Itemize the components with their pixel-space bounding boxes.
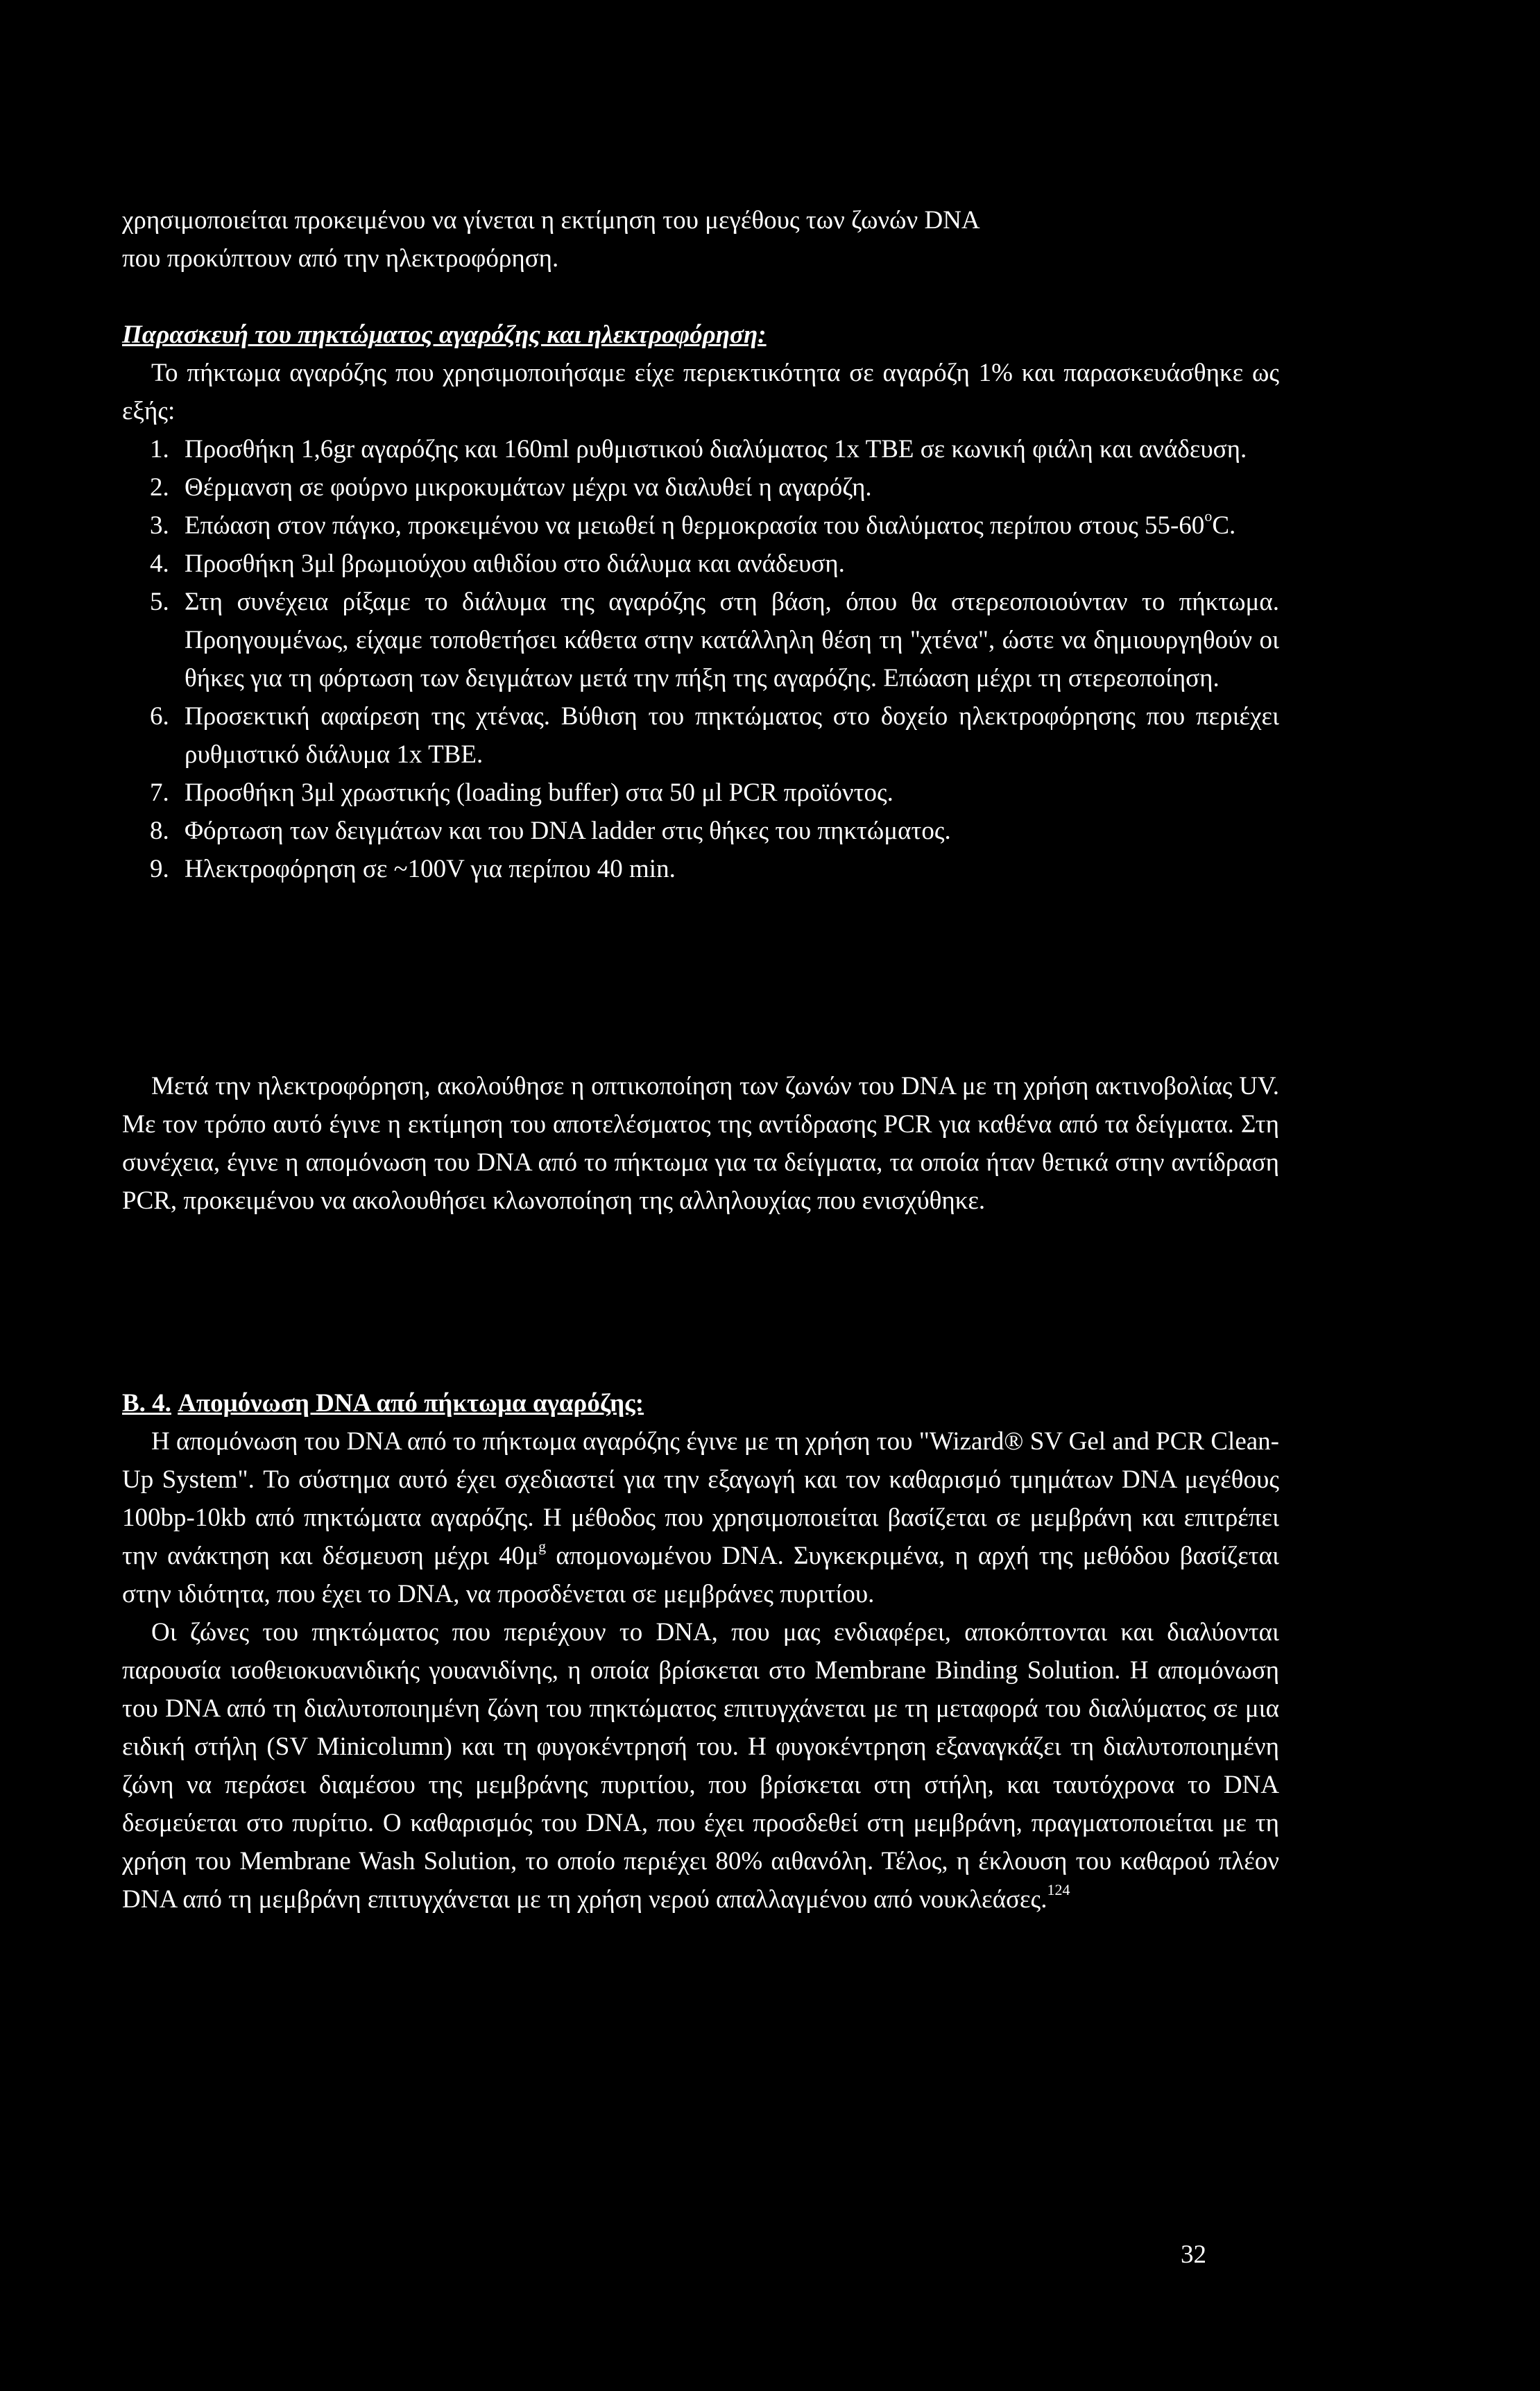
step-number: 7. <box>150 778 169 807</box>
step-text: Ηλεκτροφόρηση σε ~100V για περίπου 40 min. <box>185 855 676 883</box>
gel-prep-intro: Το πήκτωμα αγαρόζης που χρησιμοποιήσαμε είχε περιεκτικότητα σε αγαρόζη 1% και παρασκευάσθηκε ως εξής: <box>122 359 1279 425</box>
step-text-end: C. <box>1212 511 1236 540</box>
section-b4-title: Απομόνωση DNA από πήκτωμα αγαρόζης: <box>178 1389 644 1418</box>
step-number: 4. <box>150 550 169 578</box>
step-text: Προσεκτική αφαίρεση της χτένας. Βύθιση του πηκτώματος στο δοχείο ηλεκτροφόρησης που περιέχει ρυθμιστικό διάλυμα 1x TBE. <box>185 702 1279 769</box>
intro-line-1: χρησιμοποιείται προκειμένου να γίνεται η εκτίμηση του μεγέθους των ζωνών DNA <box>122 206 980 235</box>
step-item <box>122 697 1279 774</box>
step-text: Προσθήκη 3μl χρωστικής (loading buffer) στα 50 μl PCR προϊόντος. <box>185 778 893 807</box>
section-b4-paragraph-2 <box>122 1613 1279 1918</box>
step-item <box>122 507 1279 545</box>
intro-paragraph <box>122 201 1279 278</box>
step-text: Στη συνέχεια ρίξαμε το διάλυμα της αγαρόζης στη βάση, όπου θα στερεοποιούνταν το πήκτωμα. Προηγουμένως, είχαμε τοποθετήσει κάθετα στην κατάλληλη θέση τη "χτένα", ώστε να δημιουργηθούν οι θήκες για τη φόρτωση των δειγμάτων μετά την πήξη της αγαρόζης. Επώαση μέχρι τη στερεοποίηση. <box>185 588 1279 692</box>
gel-prep-steps <box>122 430 1279 888</box>
step-number: 1. <box>150 435 169 463</box>
gel-prep-heading: Παρασκευή του πηκτώματος αγαρόζης και ηλεκτροφόρηση: <box>122 321 767 349</box>
section-b4-heading <box>122 1384 1279 1422</box>
section-b4 <box>122 1384 1279 1918</box>
gel-prep-heading-block <box>122 316 1279 430</box>
step-item <box>122 430 1279 468</box>
step-item <box>122 583 1279 697</box>
para1-text: Η απομόνωση του DNA από το πήκτωμα αγαρόζης έγινε με τη χρήση του "Wizard® SV Gel and PCR Clean-Up System". Το σύστημα αυτό έχει σχεδιαστεί για την εξαγωγή και τον καθαρισμό τμημάτων DNA μεγέθους 100bp-10kb από πηκτώματα αγαρόζης. Η μέθοδος που χρησιμοποιείται βασίζεται σε μεμβράνη και επιτρέπει την ανάκτηση και δέσμευση μέχρι 40μ <box>122 1427 1279 1570</box>
intro-line-2: που προκύπτουν από την ηλεκτροφόρηση. <box>122 244 559 273</box>
step-item <box>122 812 1279 850</box>
reference-sup: 124 <box>1047 1881 1070 1898</box>
step-text: Επώαση στον πάγκο, προκειμένου να μειωθεί η θερμοκρασία του διαλύματος περίπου στους 55-60 <box>185 511 1205 540</box>
unit-sup: g <box>538 1538 547 1555</box>
step-number: 9. <box>150 855 169 883</box>
step-item <box>122 545 1279 583</box>
step-number: 8. <box>150 817 169 845</box>
section-b4-number: Β. 4. <box>122 1389 171 1418</box>
step-text: Θέρμανση σε φούρνο μικροκυμάτων μέχρι να διαλυθεί η αγαρόζη. <box>185 473 872 502</box>
step-text: Προσθήκη 3μl βρωμιούχου αιθιδίου στο διάλυμα και ανάδευση. <box>185 550 845 578</box>
para1-text-end: απομονωμένου DNA. Συγκεκριμένα, η αρχή της μεθόδου βασίζεται στην ιδιότητα, που έχει το DNA, να προσδένεται σε μεμβράνες πυριτίου. <box>122 1542 1279 1608</box>
step-text: Φόρτωση των δειγμάτων και του DNA ladder στις θήκες του πηκτώματος. <box>185 817 951 845</box>
step-item <box>122 850 1279 888</box>
section-b4-paragraph-1 <box>122 1422 1279 1613</box>
degree-sup: o <box>1204 507 1213 525</box>
step-item <box>122 774 1279 812</box>
after-electrophoresis-paragraph: Μετά την ηλεκτροφόρηση, ακολούθησε η οπτικοποίηση των ζωνών του DNA με τη χρήση ακτινοβολίας UV. Με τον τρόπο αυτό έγινε η εκτίμηση του αποτελέσματος της αντίδρασης PCR για καθένα από τα δείγματα. Στη συνέχεια, έγινε η απομόνωση του DNA από το πήκτωμα για τα δείγματα, τα οποία ήταν θετικά στην αντίδραση PCR, προκειμένου να ακολουθήσει κλωνοποίηση της αλληλουχίας που ενισχύθηκε. <box>122 1072 1279 1215</box>
step-number: 3. <box>150 511 169 540</box>
step-number: 6. <box>150 702 169 731</box>
step-item <box>122 468 1279 507</box>
step-number: 5. <box>150 588 169 616</box>
page-number: 32 <box>1181 2240 1206 2269</box>
para2-text: Οι ζώνες του πηκτώματος που περιέχουν το DNA, που μας ενδιαφέρει, αποκόπτονται και διαλύονται παρουσία ισοθειοκυανιδικής γουανιδίνης, η οποία βρίσκεται στο Membrane Binding Solution. Η απομόνωση του DNA από τη διαλυτοποιημένη ζώνη του πηκτώματος επιτυγχάνεται με τη μεταφορά του διαλύματος σε μια ειδική στήλη (SV Minicolumn) και τη φυγοκέντρησή του. Η φυγοκέντρηση εξαναγκάζει τη διαλυτοποιημένη ζώνη να περάσει διαμέσου της μεμβράνης πυριτίου, που βρίσκεται στη στήλη, και ταυτόχρονα το DNA δεσμεύεται στο πυρίτιο. Ο καθαρισμός του DNA, που έχει προσδεθεί στη μεμβράνη, πραγματοποιείται με τη χρήση του Membrane Wash Solution, το οποίο περιέχει 80% αιθανόλη. Τέλος, η έκλουση του καθαρού πλέον DNA από τη μεμβράνη επιτυγχάνεται με τη χρήση νερού απαλλαγμένου από νουκλεάσες. <box>122 1618 1279 1914</box>
step-text: Προσθήκη 1,6gr αγαρόζης και 160ml ρυθμιστικού διαλύματος 1x TBE σε κωνική φιάλη και ανάδευση. <box>185 435 1247 463</box>
step-number: 2. <box>150 473 169 502</box>
